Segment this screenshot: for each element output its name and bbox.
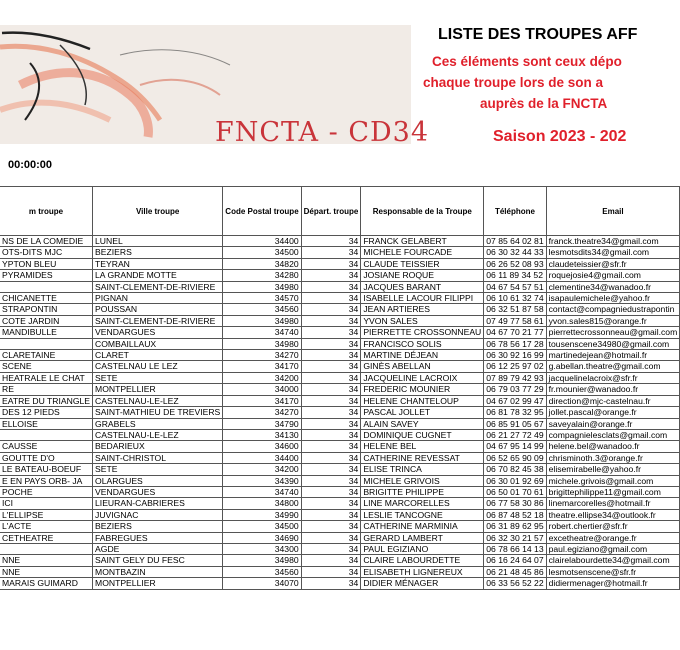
city-cell: SAINT GELY DU FESC xyxy=(93,555,223,566)
postal-code-cell: 34500 xyxy=(223,247,301,258)
troupe-name-cell: COTE JARDIN xyxy=(0,315,93,326)
city-cell: VENDARGUES xyxy=(93,327,223,338)
phone-cell: 06 81 78 32 95 xyxy=(484,407,546,418)
phone-cell: 06 85 91 05 67 xyxy=(484,418,546,429)
postal-code-cell: 34270 xyxy=(223,407,301,418)
email-cell: brigittephilippe11@gmail.com xyxy=(546,486,680,497)
postal-code-cell: 34400 xyxy=(223,236,301,247)
city-cell: SAINT-CLEMENT-DE-RIVIERE xyxy=(93,315,223,326)
troupe-name-cell: ELLOISE xyxy=(0,418,93,429)
troupe-name-cell: HEATRALE LE CHAT xyxy=(0,372,93,383)
email-cell: didiermenager@hotmail.fr xyxy=(546,578,680,589)
table-row xyxy=(0,315,680,326)
postal-code-cell: 34570 xyxy=(223,293,301,304)
city-cell: MONTPELLIER xyxy=(93,578,223,589)
department-cell: 34 xyxy=(301,486,361,497)
manager-cell: HELENE BEL xyxy=(361,441,484,452)
phone-cell: 06 21 27 72 49 xyxy=(484,429,546,440)
troupe-name-cell: NNE xyxy=(0,566,93,577)
department-cell: 34 xyxy=(301,350,361,361)
table-row xyxy=(0,350,680,361)
email-cell: martinedejean@hotmail.fr xyxy=(546,350,680,361)
document-title: LISTE DES TROUPES AFF xyxy=(438,26,638,43)
department-cell: 34 xyxy=(301,532,361,543)
department-cell: 34 xyxy=(301,464,361,475)
troupe-name-cell: DES 12 PIEDS xyxy=(0,407,93,418)
troupe-name-cell xyxy=(0,429,93,440)
postal-code-cell: 34500 xyxy=(223,521,301,532)
phone-cell: 06 78 56 17 28 xyxy=(484,338,546,349)
department-cell: 34 xyxy=(301,293,361,304)
troupe-name-cell: L'ELLIPSE xyxy=(0,509,93,520)
column-header-department: Départ. troupe xyxy=(301,187,361,236)
column-header-phone: Téléphone xyxy=(484,187,546,236)
phone-cell: 04 67 02 99 47 xyxy=(484,395,546,406)
email-cell: isapaulemichele@yahoo.fr xyxy=(546,293,680,304)
city-cell: AGDE xyxy=(93,543,223,554)
phone-cell: 07 85 64 02 81 xyxy=(484,236,546,247)
postal-code-cell: 34170 xyxy=(223,395,301,406)
phone-cell: 06 21 48 45 86 xyxy=(484,566,546,577)
table-row xyxy=(0,509,680,520)
city-cell: LIEURAN-CABRIERES xyxy=(93,498,223,509)
email-cell: contact@compagniedustrapontin xyxy=(546,304,680,315)
table-row xyxy=(0,566,680,577)
phone-cell: 06 11 89 34 52 xyxy=(484,270,546,281)
department-cell: 34 xyxy=(301,338,361,349)
fncta-banner-image xyxy=(0,25,429,148)
phone-cell: 06 52 65 90 09 xyxy=(484,452,546,463)
manager-cell: ISABELLE LACOUR FILIPPI xyxy=(361,293,484,304)
manager-cell: LESLIE TANCOGNE xyxy=(361,509,484,520)
table-row xyxy=(0,418,680,429)
phone-cell: 04 67 54 57 51 xyxy=(484,281,546,292)
manager-cell: PAUL EGIZIANO xyxy=(361,543,484,554)
table-row xyxy=(0,236,680,247)
email-cell: jacquelinelacroix@sfr.fr xyxy=(546,372,680,383)
table-row xyxy=(0,578,680,589)
troupe-name-cell: GOUTTE D'O xyxy=(0,452,93,463)
table-row xyxy=(0,270,680,281)
manager-cell: CATHERINE MARMINIA xyxy=(361,521,484,532)
postal-code-cell: 34400 xyxy=(223,452,301,463)
city-cell: CASTELNAU LE LEZ xyxy=(93,361,223,372)
city-cell: SETE xyxy=(93,464,223,475)
department-cell: 34 xyxy=(301,395,361,406)
manager-cell: JACQUES BARANT xyxy=(361,281,484,292)
manager-cell: CATHERINE REVESSAT xyxy=(361,452,484,463)
department-cell: 34 xyxy=(301,566,361,577)
city-cell: BEZIERS xyxy=(93,521,223,532)
department-cell: 34 xyxy=(301,315,361,326)
manager-cell: FRANCK GELABERT xyxy=(361,236,484,247)
table-row xyxy=(0,258,680,269)
department-cell: 34 xyxy=(301,361,361,372)
column-header-manager: Responsable de la Troupe xyxy=(361,187,484,236)
manager-cell: JEAN ARTIERES xyxy=(361,304,484,315)
troupe-name-cell: NS DE LA COMEDIE xyxy=(0,236,93,247)
city-cell: VENDARGUES xyxy=(93,486,223,497)
postal-code-cell: 34200 xyxy=(223,464,301,475)
column-header-postal-code: Code Postal troupe xyxy=(223,187,301,236)
department-cell: 34 xyxy=(301,543,361,554)
postal-code-cell: 34390 xyxy=(223,475,301,486)
column-header-email: Email xyxy=(546,187,680,236)
email-cell: theatre.ellipse34@outlook.fr xyxy=(546,509,680,520)
email-cell: jollet.pascal@orange.fr xyxy=(546,407,680,418)
troupe-name-cell: CAUSSE xyxy=(0,441,93,452)
department-cell: 34 xyxy=(301,452,361,463)
postal-code-cell: 34790 xyxy=(223,418,301,429)
city-cell: MONTBAZIN xyxy=(93,566,223,577)
phone-cell: 06 50 01 70 61 xyxy=(484,486,546,497)
city-cell: LUNEL xyxy=(93,236,223,247)
table-row xyxy=(0,486,680,497)
email-cell: franck.theatre34@gmail.com xyxy=(546,236,680,247)
troupe-name-cell: LE BATEAU-BOEUF xyxy=(0,464,93,475)
manager-cell: JACQUELINE LACROIX xyxy=(361,372,484,383)
email-cell: clairelabourdette34@gmail.com xyxy=(546,555,680,566)
troupe-name-cell: MANDIBULLE xyxy=(0,327,93,338)
manager-cell: ELISE TRINCA xyxy=(361,464,484,475)
manager-cell: CLAIRE LABOURDETTE xyxy=(361,555,484,566)
table-row xyxy=(0,543,680,554)
postal-code-cell: 34690 xyxy=(223,532,301,543)
city-cell: MONTPELLIER xyxy=(93,384,223,395)
city-cell: TEYRAN xyxy=(93,258,223,269)
troupe-name-cell: CLARETAINE xyxy=(0,350,93,361)
subtitle-line-1: Ces éléments sont ceux dépo xyxy=(432,54,622,69)
phone-cell: 06 10 61 32 74 xyxy=(484,293,546,304)
table-row xyxy=(0,338,680,349)
city-cell: CLARET xyxy=(93,350,223,361)
postal-code-cell: 34170 xyxy=(223,361,301,372)
table-row xyxy=(0,441,680,452)
season-label: Saison 2023 - 202 xyxy=(493,128,627,145)
manager-cell: DOMINIQUE CUGNET xyxy=(361,429,484,440)
troupe-name-cell xyxy=(0,281,93,292)
manager-cell: PASCAL JOLLET xyxy=(361,407,484,418)
phone-cell: 06 30 32 44 33 xyxy=(484,247,546,258)
manager-cell: DIDIER MÉNAGER xyxy=(361,578,484,589)
email-cell: compagnielesclats@gmail.com xyxy=(546,429,680,440)
table-row xyxy=(0,475,680,486)
postal-code-cell: 34280 xyxy=(223,270,301,281)
troupe-name-cell xyxy=(0,338,93,349)
city-cell: PIGNAN xyxy=(93,293,223,304)
troupe-name-cell: CHICANETTE xyxy=(0,293,93,304)
email-cell: paul.egiziano@gmail.com xyxy=(546,543,680,554)
manager-cell: GINÈS ABELLAN xyxy=(361,361,484,372)
troupe-name-cell: PYRAMIDES xyxy=(0,270,93,281)
troupe-name-cell: MARAIS GUIMARD xyxy=(0,578,93,589)
email-cell: direction@mjc-castelnau.fr xyxy=(546,395,680,406)
phone-cell: 06 79 03 77 29 xyxy=(484,384,546,395)
phone-cell: 04 67 95 14 99 xyxy=(484,441,546,452)
department-cell: 34 xyxy=(301,521,361,532)
city-cell: SETE xyxy=(93,372,223,383)
troupe-name-cell: STRAPONTIN xyxy=(0,304,93,315)
department-cell: 34 xyxy=(301,418,361,429)
email-cell: clementine34@wanadoo.fr xyxy=(546,281,680,292)
table-row xyxy=(0,247,680,258)
troupe-name-cell: SCENE xyxy=(0,361,93,372)
city-cell: COMBAILLAUX xyxy=(93,338,223,349)
city-cell: CASTELNAU-LE-LEZ xyxy=(93,429,223,440)
postal-code-cell: 34820 xyxy=(223,258,301,269)
email-cell: claudeteissier@sfr.fr xyxy=(546,258,680,269)
phone-cell: 07 49 77 58 61 xyxy=(484,315,546,326)
department-cell: 34 xyxy=(301,509,361,520)
troupe-name-cell: EATRE DU TRIANGLE xyxy=(0,395,93,406)
manager-cell: HELENE CHANTELOUP xyxy=(361,395,484,406)
email-cell: g.abellan.theatre@gmail.com xyxy=(546,361,680,372)
department-cell: 34 xyxy=(301,441,361,452)
city-cell: SAINT-CHRISTOL xyxy=(93,452,223,463)
postal-code-cell: 34740 xyxy=(223,486,301,497)
email-cell: chrisminoth.3@orange.fr xyxy=(546,452,680,463)
city-cell: FABREGUES xyxy=(93,532,223,543)
manager-cell: YVON SALES xyxy=(361,315,484,326)
postal-code-cell: 34130 xyxy=(223,429,301,440)
email-cell: roquejosie4@gmail.com xyxy=(546,270,680,281)
postal-code-cell: 34200 xyxy=(223,372,301,383)
manager-cell: MICHELE FOURCADE xyxy=(361,247,484,258)
department-cell: 34 xyxy=(301,555,361,566)
phone-cell: 06 77 58 30 86 xyxy=(484,498,546,509)
table-header-row xyxy=(0,187,680,236)
city-cell: GRABELS xyxy=(93,418,223,429)
email-cell: linemarcorelles@hotmail.fr xyxy=(546,498,680,509)
postal-code-cell: 34800 xyxy=(223,498,301,509)
phone-cell: 06 78 66 14 13 xyxy=(484,543,546,554)
email-cell: helene.bel@wanadoo.fr xyxy=(546,441,680,452)
manager-cell: ALAIN SAVEY xyxy=(361,418,484,429)
table-row xyxy=(0,532,680,543)
phone-cell: 06 30 01 92 69 xyxy=(484,475,546,486)
department-cell: 34 xyxy=(301,304,361,315)
department-cell: 34 xyxy=(301,429,361,440)
phone-cell: 04 67 70 21 77 xyxy=(484,327,546,338)
manager-cell: GERARD LAMBERT xyxy=(361,532,484,543)
phone-cell: 07 89 79 42 93 xyxy=(484,372,546,383)
email-cell: pierrettecrossonneau@gmail.com xyxy=(546,327,680,338)
table-row xyxy=(0,498,680,509)
email-cell: yvon.sales815@orange.fr xyxy=(546,315,680,326)
troupe-name-cell: L'ACTE xyxy=(0,521,93,532)
phone-cell: 06 87 48 52 18 xyxy=(484,509,546,520)
postal-code-cell: 34560 xyxy=(223,566,301,577)
table-row xyxy=(0,555,680,566)
city-cell: POUSSAN xyxy=(93,304,223,315)
postal-code-cell: 34980 xyxy=(223,281,301,292)
department-cell: 34 xyxy=(301,236,361,247)
table-row xyxy=(0,327,680,338)
city-cell: SAINT-MATHIEU DE TREVIERS xyxy=(93,407,223,418)
manager-cell: FREDERIC MOUNIER xyxy=(361,384,484,395)
table-row xyxy=(0,361,680,372)
city-cell: JUVIGNAC xyxy=(93,509,223,520)
troupes-table xyxy=(0,186,680,590)
subtitle-line-2: chaque troupe lors de son a xyxy=(423,75,604,90)
phone-cell: 06 33 56 52 22 xyxy=(484,578,546,589)
department-cell: 34 xyxy=(301,578,361,589)
email-cell: lesmotsenscene@sfr.fr xyxy=(546,566,680,577)
department-cell: 34 xyxy=(301,247,361,258)
troupe-name-cell: E EN PAYS ORB- JA xyxy=(0,475,93,486)
troupe-name-cell: ICI xyxy=(0,498,93,509)
manager-cell: ELISABETH LIGNEREUX xyxy=(361,566,484,577)
department-cell: 34 xyxy=(301,270,361,281)
city-cell: OLARGUES xyxy=(93,475,223,486)
troupe-name-cell: YPTON BLEU xyxy=(0,258,93,269)
table-row xyxy=(0,384,680,395)
postal-code-cell: 34980 xyxy=(223,555,301,566)
troupe-name-cell: CETHEATRE xyxy=(0,532,93,543)
email-cell: saveyalain@orange.fr xyxy=(546,418,680,429)
column-header-city: Ville troupe xyxy=(93,187,223,236)
postal-code-cell: 34740 xyxy=(223,327,301,338)
troupe-name-cell xyxy=(0,543,93,554)
table-row xyxy=(0,281,680,292)
manager-cell: MICHELE GRIVOIS xyxy=(361,475,484,486)
phone-cell: 06 12 25 97 02 xyxy=(484,361,546,372)
manager-cell: BRIGITTE PHILIPPE xyxy=(361,486,484,497)
department-cell: 34 xyxy=(301,372,361,383)
table-row xyxy=(0,372,680,383)
timestamp: 00:00:00 xyxy=(8,159,53,171)
city-cell: CASTELNAU-LE-LEZ xyxy=(93,395,223,406)
manager-cell: JOSIANE ROQUE xyxy=(361,270,484,281)
table-body xyxy=(0,236,680,590)
department-cell: 34 xyxy=(301,407,361,418)
email-cell: robert.chertier@sfr.fr xyxy=(546,521,680,532)
manager-cell: LINE MARCORELLES xyxy=(361,498,484,509)
troupe-name-cell: RE xyxy=(0,384,93,395)
subtitle-line-3: auprès de la FNCTA xyxy=(480,96,608,111)
phone-cell: 06 32 30 21 57 xyxy=(484,532,546,543)
department-cell: 34 xyxy=(301,281,361,292)
banner-title-text: FNCTA - CD34 xyxy=(215,117,429,148)
department-cell: 34 xyxy=(301,258,361,269)
department-cell: 34 xyxy=(301,498,361,509)
postal-code-cell: 34300 xyxy=(223,543,301,554)
phone-cell: 06 30 92 16 99 xyxy=(484,350,546,361)
department-cell: 34 xyxy=(301,327,361,338)
table-row xyxy=(0,429,680,440)
postal-code-cell: 34990 xyxy=(223,509,301,520)
manager-cell: FRANCISCO SOLIS xyxy=(361,338,484,349)
postal-code-cell: 34980 xyxy=(223,315,301,326)
table-row xyxy=(0,304,680,315)
table-row xyxy=(0,452,680,463)
email-cell: michele.grivois@gmail.com xyxy=(546,475,680,486)
city-cell: BEDARIEUX xyxy=(93,441,223,452)
city-cell: LA GRANDE MOTTE xyxy=(93,270,223,281)
troupe-name-cell: POCHE xyxy=(0,486,93,497)
manager-cell: PIERRETTE CROSSONNEAU xyxy=(361,327,484,338)
department-cell: 34 xyxy=(301,384,361,395)
city-cell: SAINT-CLEMENT-DE-RIVIERE xyxy=(93,281,223,292)
department-cell: 34 xyxy=(301,475,361,486)
manager-cell: MARTINE DÉJEAN xyxy=(361,350,484,361)
email-cell: tousenscene34980@gmail.com xyxy=(546,338,680,349)
table-row xyxy=(0,293,680,304)
postal-code-cell: 34000 xyxy=(223,384,301,395)
email-cell: fr.mounier@wanadoo.fr xyxy=(546,384,680,395)
table-row xyxy=(0,407,680,418)
phone-cell: 06 26 52 08 93 xyxy=(484,258,546,269)
postal-code-cell: 34600 xyxy=(223,441,301,452)
email-cell: elisemirabelle@yahoo.fr xyxy=(546,464,680,475)
table-row xyxy=(0,464,680,475)
email-cell: lesmotsdits34@gmail.com xyxy=(546,247,680,258)
column-header-troupe: m troupe xyxy=(0,187,93,236)
phone-cell: 06 31 89 62 95 xyxy=(484,521,546,532)
troupe-name-cell: OTS-DITS MJC xyxy=(0,247,93,258)
phone-cell: 06 70 82 45 38 xyxy=(484,464,546,475)
postal-code-cell: 34980 xyxy=(223,338,301,349)
phone-cell: 06 32 51 87 58 xyxy=(484,304,546,315)
manager-cell: CLAUDE TEISSIER xyxy=(361,258,484,269)
postal-code-cell: 34270 xyxy=(223,350,301,361)
postal-code-cell: 34560 xyxy=(223,304,301,315)
city-cell: BEZIERS xyxy=(93,247,223,258)
troupe-name-cell: NNE xyxy=(0,555,93,566)
email-cell: excetheatre@orange.fr xyxy=(546,532,680,543)
table-row xyxy=(0,521,680,532)
postal-code-cell: 34070 xyxy=(223,578,301,589)
table-row xyxy=(0,395,680,406)
phone-cell: 06 16 24 64 07 xyxy=(484,555,546,566)
